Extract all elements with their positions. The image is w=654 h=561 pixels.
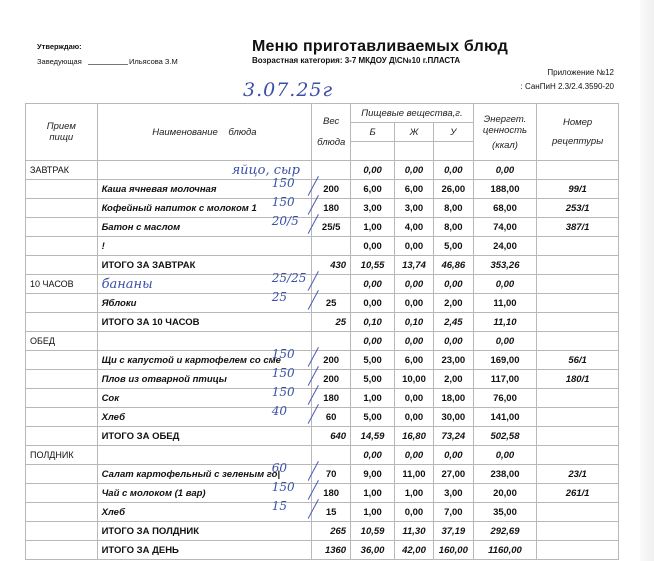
handwritten-portion: 150 [271,346,295,361]
fat-cell: 16,80 [395,427,434,446]
fat-cell: 11,30 [395,522,434,541]
dish-name-cell: ИТОГО ЗА ОБЕД [97,427,312,446]
energy-cell: 35,00 [473,503,536,522]
dish-row [26,465,619,484]
meal-cell: ОБЕД [26,332,98,351]
carbs-cell: 5,00 [433,237,473,256]
energy-cell: 188,00 [473,180,536,199]
carbs-cell: 26,00 [433,180,473,199]
recipe-number-cell: 180/1 [537,370,619,389]
weight-cell [312,237,351,256]
weight-cell: 640 [312,427,351,446]
energy-cell: 74,00 [473,218,536,237]
dish-row [26,408,619,427]
dish-row [26,370,619,389]
fat-cell: 0,00 [395,408,434,427]
carbs-cell: 8,00 [433,218,473,237]
col-header-recipe [537,104,619,161]
meal-row [26,275,619,294]
fat-cell: 6,00 [395,180,434,199]
col-header-weight-line2: блюда [317,137,346,148]
handwritten-portion: 20/5 [271,213,299,228]
protein-cell: 6,00 [351,180,395,199]
handwritten-portion: 150 [271,365,295,380]
energy-cell: 0,00 [473,332,536,351]
meal-cell [26,389,98,408]
fat-cell: 42,00 [395,541,434,560]
meal-cell [26,465,98,484]
recipe-number-cell: 99/1 [537,180,619,199]
recipe-number-cell [537,389,619,408]
dish-row [26,503,619,522]
fat-cell: 0,00 [395,503,434,522]
recipe-number-cell [537,446,619,465]
protein-cell: 0,00 [351,161,395,180]
meal-cell [26,522,98,541]
energy-cell: 11,10 [473,313,536,332]
fat-cell: 6,00 [395,351,434,370]
col-header-weight-line1: Вес [323,116,340,127]
carbs-cell: 0,00 [433,275,473,294]
protein-cell: 0,00 [351,446,395,465]
dish-name-cell: Чай с молоком (1 вар) [97,484,312,503]
carbs-cell: 0,00 [433,446,473,465]
protein-cell: 3,00 [351,199,395,218]
dish-row [26,484,619,503]
document-subtitle: Возрастная категория: 3-7 МКДОУ Д\С№10 г.ПЛАСТА [252,56,461,65]
recipe-number-cell: 253/1 [537,199,619,218]
carbs-cell: 18,00 [433,389,473,408]
protein-cell: 1,00 [351,484,395,503]
meal-row [26,446,619,465]
recipe-number-cell: 23/1 [537,465,619,484]
meal-cell: ЗАВТРАК [26,161,98,180]
dish-row [26,237,619,256]
recipe-number-cell [537,427,619,446]
fat-cell: 11,00 [395,465,434,484]
energy-cell: 117,00 [473,370,536,389]
dish-name-cell: Хлеб [97,408,312,427]
meal-cell [26,541,98,560]
weight-cell: 200 [312,180,351,199]
dish-name-cell: Каша ячневая молочная [97,180,312,199]
carbs-cell: 23,00 [433,351,473,370]
col-header-meal-line1: Прием [46,121,76,132]
meal-cell [26,370,98,389]
handwritten-note: бананы [101,276,153,292]
dish-row [26,218,619,237]
meal-cell [26,199,98,218]
protein-cell: 10,59 [351,522,395,541]
dish-row [26,180,619,199]
carbs-cell: 73,24 [433,427,473,446]
protein-cell: 0,00 [351,332,395,351]
dish-row [26,199,619,218]
protein-cell: 0,00 [351,294,395,313]
meal-cell [26,427,98,446]
carbs-cell: 30,00 [433,408,473,427]
meal-cell [26,237,98,256]
weight-cell: 15 [312,503,351,522]
dish-name-cell: Кофейный напиток с молоком 1 [97,199,312,218]
protein-cell: 5,00 [351,351,395,370]
total-row [26,522,619,541]
header-spacer [351,142,395,161]
fat-cell: 10,00 [395,370,434,389]
dish-row [26,389,619,408]
approve-label: Утверждаю: [37,42,82,51]
handwritten-note: яйцо, сыр [231,162,300,178]
protein-cell: 5,00 [351,370,395,389]
fat-cell: 0,00 [395,237,434,256]
recipe-number-cell: 261/1 [537,484,619,503]
energy-cell: 24,00 [473,237,536,256]
col-header-nutrients: Пищевые вещества,г. [351,104,474,123]
total-row [26,541,619,560]
handwritten-portion: 60 [271,460,288,475]
header-spacer [433,142,473,161]
energy-cell: 169,00 [473,351,536,370]
col-header-fat: Ж [395,123,434,142]
weight-cell: 70 [312,465,351,484]
handwritten-portion: 25 [271,289,288,304]
approver-name: Ильясова З.М [129,57,178,66]
energy-cell: 11,00 [473,294,536,313]
meal-cell [26,180,98,199]
energy-cell: 502,58 [473,427,536,446]
protein-cell: 5,00 [351,408,395,427]
weight-cell: 180 [312,199,351,218]
energy-cell: 0,00 [473,161,536,180]
energy-cell: 76,00 [473,389,536,408]
recipe-number-cell [537,294,619,313]
col-header-energy-line2: ценность [482,124,528,136]
carbs-cell: 160,00 [433,541,473,560]
recipe-number-cell [537,503,619,522]
recipe-number-cell: 387/1 [537,218,619,237]
col-header-meal-line2: пищи [49,132,74,143]
handwritten-portion: 150 [271,194,295,209]
carbs-cell: 27,00 [433,465,473,484]
col-header-protein: Б [351,123,395,142]
dish-name-cell: ИТОГО ЗА ПОЛДНИК [97,522,312,541]
col-header-recipe-line2: рецептуры [551,136,604,147]
fat-cell: 0,00 [395,389,434,408]
energy-cell: 141,00 [473,408,536,427]
dish-name-cell: ИТОГО ЗА 10 ЧАСОВ [97,313,312,332]
weight-cell: 1360 [312,541,351,560]
energy-cell: 238,00 [473,465,536,484]
protein-cell: 0,10 [351,313,395,332]
weight-cell: 180 [312,389,351,408]
col-header-energy-line3: (ккал) [492,139,518,151]
dish-row [26,294,619,313]
protein-cell: 0,00 [351,237,395,256]
approver-position: Заведующая [37,57,82,66]
protein-cell: 0,00 [351,275,395,294]
fat-cell: 0,00 [395,294,434,313]
carbs-cell: 46,86 [433,256,473,275]
dish-name-cell: Яблоки [97,294,312,313]
page-edge-shadow [640,0,654,561]
weight-cell: 430 [312,256,351,275]
carbs-cell: 7,00 [433,503,473,522]
menu-body [26,161,619,560]
meal-cell: ПОЛДНИК [26,446,98,465]
protein-cell: 36,00 [351,541,395,560]
protein-cell: 9,00 [351,465,395,484]
dish-name-cell: Плов из отварной птицы [97,370,312,389]
total-row [26,313,619,332]
protein-cell: 1,00 [351,389,395,408]
fat-cell: 0,00 [395,332,434,351]
protein-cell: 10,55 [351,256,395,275]
energy-cell: 68,00 [473,199,536,218]
weight-cell: 265 [312,522,351,541]
dish-name-cell: Сок [97,389,312,408]
meal-cell [26,503,98,522]
carbs-cell: 8,00 [433,199,473,218]
meal-cell [26,256,98,275]
handwritten-date: 3.07.25г [243,79,334,101]
handwritten-portion: 40 [271,403,288,418]
carbs-cell: 3,00 [433,484,473,503]
meal-cell: 10 ЧАСОВ [26,275,98,294]
meal-cell [26,294,98,313]
col-header-weight [312,104,351,161]
dish-name-cell: ! [97,237,312,256]
sanpin-reference: : СанПиН 2.3/2.4.3590-20 [520,82,614,91]
fat-cell: 4,00 [395,218,434,237]
weight-cell: 25/5 [312,218,351,237]
fat-cell: 3,00 [395,199,434,218]
menu-table [25,103,619,560]
protein-cell: 1,00 [351,503,395,522]
carbs-cell: 2,00 [433,294,473,313]
fat-cell: 0,00 [395,446,434,465]
col-header-energy [473,104,536,161]
weight-cell: 200 [312,370,351,389]
carbs-cell: 37,19 [433,522,473,541]
total-row [26,427,619,446]
header-spacer [395,142,434,161]
recipe-number-cell [537,275,619,294]
col-header-meal [26,104,98,161]
energy-cell: 20,00 [473,484,536,503]
handwritten-portion: 25/25 [271,270,307,285]
protein-cell: 1,00 [351,218,395,237]
appendix-label: Приложение №12 [547,68,614,77]
handwritten-portion: 15 [271,498,288,513]
recipe-number-cell: 56/1 [537,351,619,370]
col-header-dish: Наименование блюда [97,104,312,161]
col-header-energy-line1: Энергет. [483,113,527,125]
col-header-recipe-line1: Номер [562,117,593,128]
carbs-cell: 2,45 [433,313,473,332]
handwritten-portion: 150 [271,175,295,190]
document-title: Меню приготавливаемых блюд [252,38,508,55]
weight-cell: 200 [312,351,351,370]
recipe-number-cell [537,332,619,351]
total-row [26,256,619,275]
energy-cell: 0,00 [473,275,536,294]
recipe-number-cell [537,541,619,560]
dish-name-cell: ИТОГО ЗА ДЕНЬ [97,541,312,560]
fat-cell: 13,74 [395,256,434,275]
fat-cell: 0,00 [395,275,434,294]
dish-name-cell: ИТОГО ЗА ЗАВТРАК [97,256,312,275]
weight-cell: 60 [312,408,351,427]
protein-cell: 14,59 [351,427,395,446]
fat-cell: 1,00 [395,484,434,503]
dish-name-cell: Батон с маслом [97,218,312,237]
carbs-cell: 0,00 [433,332,473,351]
meal-row [26,161,619,180]
meal-cell [26,408,98,427]
signature-line [88,64,128,65]
meal-cell [26,313,98,332]
dish-name-cell: Щи с капустой и картофелем со сме [97,351,312,370]
energy-cell: 353,26 [473,256,536,275]
energy-cell: 1160,00 [473,541,536,560]
meal-row [26,332,619,351]
recipe-number-cell [537,256,619,275]
weight-cell: 25 [312,294,351,313]
fat-cell: 0,10 [395,313,434,332]
recipe-number-cell [537,408,619,427]
dish-row [26,351,619,370]
energy-cell: 0,00 [473,446,536,465]
recipe-number-cell [537,313,619,332]
col-header-carbs: У [433,123,473,142]
dish-name-cell: Салат картофельный с зеленым го| [97,465,312,484]
meal-cell [26,351,98,370]
handwritten-portion: 150 [271,479,295,494]
weight-cell: 180 [312,484,351,503]
carbs-cell: 2,00 [433,370,473,389]
energy-cell: 292,69 [473,522,536,541]
recipe-number-cell [537,161,619,180]
meal-cell [26,218,98,237]
recipe-number-cell [537,522,619,541]
carbs-cell: 0,00 [433,161,473,180]
handwritten-portion: 150 [271,384,295,399]
meal-cell [26,484,98,503]
weight-cell: 25 [312,313,351,332]
fat-cell: 0,00 [395,161,434,180]
recipe-number-cell [537,237,619,256]
dish-name-cell: Хлеб [97,503,312,522]
